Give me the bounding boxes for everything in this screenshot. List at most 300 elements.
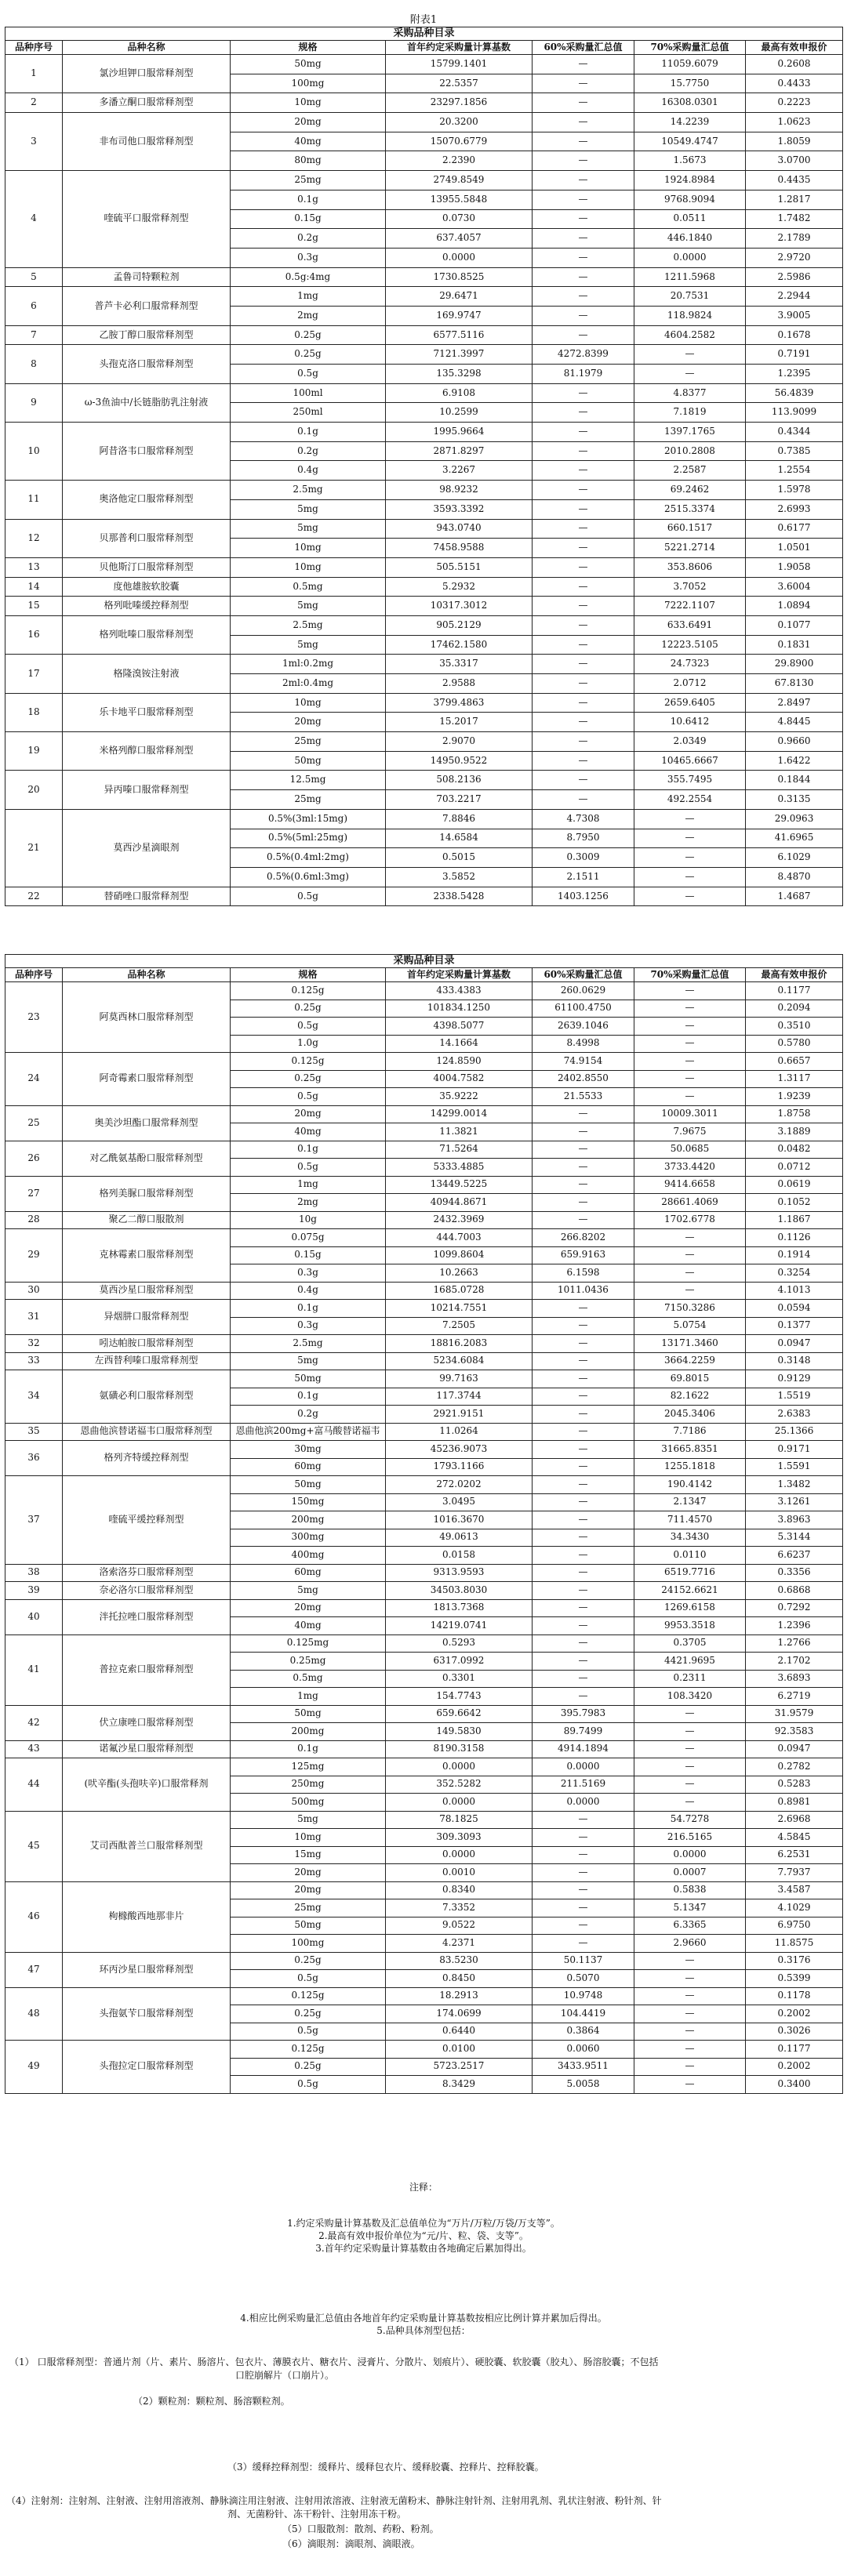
cell-base: 101834.1250 bbox=[386, 1000, 533, 1018]
cell-max-price: 0.1678 bbox=[746, 325, 843, 345]
cell-name: 异烟肼口服常释剂型 bbox=[63, 1300, 231, 1335]
cell-spec: 20mg bbox=[231, 1105, 386, 1123]
cell-name: 孟鲁司特颗粒剂 bbox=[63, 267, 231, 287]
cell-max-price: 3.8963 bbox=[746, 1511, 843, 1529]
cell-max-price: 4.1013 bbox=[746, 1282, 843, 1300]
cell-70pct: — bbox=[634, 1070, 746, 1088]
cell-base: 35.3317 bbox=[386, 655, 533, 674]
cell-max-price: 1.0623 bbox=[746, 113, 843, 132]
cell-name: 莫西沙星口服常释剂型 bbox=[63, 1282, 231, 1300]
cell-spec: 60mg bbox=[231, 1564, 386, 1582]
note-line: 4.相应比例采购量汇总值由各地首年约定采购量计算基数按相应比例计算并累加后得出。 bbox=[240, 2313, 607, 2324]
cell-spec: 30mg bbox=[231, 1441, 386, 1459]
cell-max-price: 92.3583 bbox=[746, 1723, 843, 1741]
cell-base: 905.2129 bbox=[386, 615, 533, 635]
cell-60pct: — bbox=[533, 1159, 634, 1177]
table-row bbox=[5, 171, 843, 190]
cell-70pct: 7.7186 bbox=[634, 1423, 746, 1441]
cell-spec: 0.5g bbox=[231, 887, 386, 906]
cell-max-price: 0.3176 bbox=[746, 1952, 843, 1970]
cell-70pct: 4604.2582 bbox=[634, 325, 746, 345]
cell-70pct: — bbox=[634, 1035, 746, 1053]
cell-spec: 0.125mg bbox=[231, 1634, 386, 1653]
cell-base: 13449.5225 bbox=[386, 1176, 533, 1194]
col-header-spec: 规格 bbox=[231, 41, 386, 55]
cell-base: 352.5282 bbox=[386, 1776, 533, 1794]
cell-spec: 250mg bbox=[231, 1776, 386, 1794]
cell-70pct: 1255.1818 bbox=[634, 1458, 746, 1476]
cell-60pct: — bbox=[533, 713, 634, 732]
cell-70pct: 24.7323 bbox=[634, 655, 746, 674]
cell-70pct: 2.1347 bbox=[634, 1493, 746, 1511]
cell-max-price: 6.2531 bbox=[746, 1846, 843, 1864]
cell-name: 异丙嗪口服常释剂型 bbox=[63, 771, 231, 809]
cell-spec: 0.1g bbox=[231, 1740, 386, 1758]
cell-base: 0.0000 bbox=[386, 248, 533, 267]
cell-spec: 0.5g bbox=[231, 1088, 386, 1106]
notes-title: 注释： bbox=[409, 2182, 438, 2193]
cell-serial: 23 bbox=[5, 982, 63, 1053]
cell-base: 659.6642 bbox=[386, 1705, 533, 1723]
cell-70pct: — bbox=[634, 345, 746, 365]
cell-base: 6577.5116 bbox=[386, 325, 533, 345]
cell-spec: 0.25g bbox=[231, 1070, 386, 1088]
cell-max-price: 1.5519 bbox=[746, 1388, 843, 1406]
cell-70pct: 2.0712 bbox=[634, 674, 746, 694]
cell-base: 5333.4885 bbox=[386, 1159, 533, 1177]
table-row bbox=[5, 732, 843, 752]
cell-spec: 0.5g bbox=[231, 1970, 386, 1988]
cell-max-price: 0.2223 bbox=[746, 93, 843, 113]
cell-max-price: 1.3117 bbox=[746, 1070, 843, 1088]
cell-max-price: 4.5845 bbox=[746, 1829, 843, 1847]
cell-70pct: — bbox=[634, 1264, 746, 1283]
table-row bbox=[5, 1952, 843, 1970]
cell-max-price: 1.4687 bbox=[746, 887, 843, 906]
cell-spec: 2.5mg bbox=[231, 481, 386, 500]
cell-spec: 0.075g bbox=[231, 1229, 386, 1247]
cell-name: 伏立康唑口服常释剂型 bbox=[63, 1705, 231, 1740]
cell-name: 头孢拉定口服常释剂型 bbox=[63, 2041, 231, 2094]
cell-max-price: 1.2396 bbox=[746, 1617, 843, 1635]
table-row bbox=[5, 693, 843, 713]
cell-70pct: 1211.5968 bbox=[634, 267, 746, 287]
cell-70pct: 24152.6621 bbox=[634, 1582, 746, 1600]
cell-60pct: — bbox=[533, 1864, 634, 1882]
cell-70pct: 355.7495 bbox=[634, 771, 746, 790]
cell-spec: 10mg bbox=[231, 93, 386, 113]
cell-60pct: — bbox=[533, 1176, 634, 1194]
note-line: 1.约定采购量计算基数及汇总值单位为“万片/万粒/万袋/万支等”。 bbox=[287, 2218, 560, 2229]
cell-spec: 50mg bbox=[231, 1917, 386, 1935]
cell-60pct: 4272.8399 bbox=[533, 345, 634, 365]
cell-base: 1793.1166 bbox=[386, 1458, 533, 1476]
cell-base: 1813.7368 bbox=[386, 1599, 533, 1617]
cell-serial: 20 bbox=[5, 771, 63, 809]
cell-70pct: 14.2239 bbox=[634, 113, 746, 132]
cell-70pct: — bbox=[634, 1705, 746, 1723]
cell-serial: 43 bbox=[5, 1740, 63, 1758]
cell-spec: 25mg bbox=[231, 1899, 386, 1917]
cell-max-price: 0.6868 bbox=[746, 1582, 843, 1600]
cell-70pct: 2010.2808 bbox=[634, 441, 746, 461]
table-row bbox=[5, 771, 843, 790]
table-row bbox=[5, 1987, 843, 2005]
cell-base: 99.7163 bbox=[386, 1370, 533, 1388]
cell-max-price: 0.2002 bbox=[746, 2058, 843, 2076]
cell-70pct: 34.3430 bbox=[634, 1529, 746, 1547]
cell-base: 149.5830 bbox=[386, 1723, 533, 1741]
cell-max-price: 0.3510 bbox=[746, 1018, 843, 1036]
cell-spec: 0.4g bbox=[231, 1282, 386, 1300]
cell-base: 2432.3969 bbox=[386, 1211, 533, 1229]
cell-spec: 12.5mg bbox=[231, 771, 386, 790]
cell-max-price: 4.8445 bbox=[746, 713, 843, 732]
cell-spec: 0.25g bbox=[231, 1952, 386, 1970]
cell-60pct: 0.0060 bbox=[533, 2041, 634, 2059]
cell-70pct: 6.3365 bbox=[634, 1917, 746, 1935]
cell-max-price: 67.8130 bbox=[746, 674, 843, 694]
cell-60pct: — bbox=[533, 229, 634, 249]
cell-60pct: — bbox=[533, 325, 634, 345]
cell-spec: 10mg bbox=[231, 1829, 386, 1847]
cell-base: 0.0010 bbox=[386, 1864, 533, 1882]
cell-name: 阿昔洛韦口服常释剂型 bbox=[63, 423, 231, 481]
cell-60pct: 211.5169 bbox=[533, 1776, 634, 1794]
table-row bbox=[5, 1441, 843, 1459]
cell-max-price: 0.1844 bbox=[746, 771, 843, 790]
table-row bbox=[5, 1564, 843, 1582]
cell-60pct: — bbox=[533, 1105, 634, 1123]
col-header-max-price: 最高有效申报价 bbox=[746, 41, 843, 55]
cell-60pct: — bbox=[533, 209, 634, 229]
cell-base: 7121.3997 bbox=[386, 345, 533, 365]
col-header-70pct: 70%采购量汇总值 bbox=[634, 41, 746, 55]
cell-60pct: 0.0000 bbox=[533, 1794, 634, 1812]
header-row bbox=[5, 968, 843, 982]
cell-max-price: 1.0894 bbox=[746, 597, 843, 616]
cell-70pct: — bbox=[634, 1987, 746, 2005]
cell-base: 2.9588 bbox=[386, 674, 533, 694]
cell-serial: 40 bbox=[5, 1599, 63, 1634]
cell-base: 0.0100 bbox=[386, 2041, 533, 2059]
cell-70pct: — bbox=[634, 1053, 746, 1071]
cell-70pct: 0.0000 bbox=[634, 1846, 746, 1864]
cell-serial: 45 bbox=[5, 1811, 63, 1881]
cell-max-price: 0.3135 bbox=[746, 790, 843, 810]
cell-70pct: 190.4142 bbox=[634, 1476, 746, 1494]
cell-60pct: — bbox=[533, 539, 634, 558]
cell-60pct: — bbox=[533, 151, 634, 171]
cell-max-price: 1.9239 bbox=[746, 1088, 843, 1106]
cell-base: 117.3744 bbox=[386, 1388, 533, 1406]
cell-max-price: 3.6893 bbox=[746, 1670, 843, 1688]
cell-base: 98.9232 bbox=[386, 481, 533, 500]
cell-70pct: 216.5165 bbox=[634, 1829, 746, 1847]
cell-max-price: 0.9171 bbox=[746, 1441, 843, 1459]
cell-60pct: — bbox=[533, 306, 634, 325]
cell-70pct: — bbox=[634, 2005, 746, 2023]
cell-base: 1016.3670 bbox=[386, 1511, 533, 1529]
cell-base: 10.2663 bbox=[386, 1264, 533, 1283]
cell-70pct: — bbox=[634, 1970, 746, 1988]
cell-base: 0.5293 bbox=[386, 1634, 533, 1653]
cell-spec: 0.5%(0.4ml:2mg) bbox=[231, 848, 386, 868]
cell-name: 格列美脲口服常释剂型 bbox=[63, 1176, 231, 1211]
cell-name: 格列吡嗪口服常释剂型 bbox=[63, 615, 231, 654]
cell-serial: 11 bbox=[5, 481, 63, 519]
cell-spec: 5mg bbox=[231, 1811, 386, 1829]
cell-base: 508.2136 bbox=[386, 771, 533, 790]
cell-60pct: 74.9154 bbox=[533, 1053, 634, 1071]
table-row bbox=[5, 1599, 843, 1617]
cell-base: 5234.6084 bbox=[386, 1352, 533, 1370]
cell-max-price: 6.9750 bbox=[746, 1917, 843, 1935]
cell-serial: 4 bbox=[5, 171, 63, 267]
cell-60pct: — bbox=[533, 1458, 634, 1476]
cell-base: 40944.8671 bbox=[386, 1194, 533, 1212]
cell-spec: 0.1g bbox=[231, 1141, 386, 1159]
cell-base: 11.0264 bbox=[386, 1423, 533, 1441]
cell-60pct: — bbox=[533, 1599, 634, 1617]
cell-name: 洛索洛芬口服常释剂型 bbox=[63, 1564, 231, 1582]
cell-max-price: 0.3356 bbox=[746, 1564, 843, 1582]
cell-max-price: 1.5591 bbox=[746, 1458, 843, 1476]
cell-spec: 5mg bbox=[231, 499, 386, 519]
cell-base: 0.6440 bbox=[386, 2023, 533, 2041]
cell-spec: 0.2g bbox=[231, 229, 386, 249]
cell-max-price: 0.0619 bbox=[746, 1176, 843, 1194]
cell-spec: 0.25g bbox=[231, 1000, 386, 1018]
table-row bbox=[5, 1705, 843, 1723]
cell-60pct: — bbox=[533, 1423, 634, 1441]
cell-max-price: 0.0594 bbox=[746, 1300, 843, 1318]
cell-serial: 41 bbox=[5, 1634, 63, 1705]
cell-serial: 48 bbox=[5, 1987, 63, 2041]
cell-60pct: — bbox=[533, 1881, 634, 1899]
cell-max-price: 1.5978 bbox=[746, 481, 843, 500]
cell-60pct: — bbox=[533, 171, 634, 190]
cell-base: 1730.8525 bbox=[386, 267, 533, 287]
cell-max-price: 0.2002 bbox=[746, 2005, 843, 2023]
cell-name: 泮托拉唑口服常释剂型 bbox=[63, 1599, 231, 1634]
cell-name: 格列齐特缓控释剂型 bbox=[63, 1441, 231, 1476]
cell-max-price: 31.9579 bbox=[746, 1705, 843, 1723]
cell-max-price: 0.2094 bbox=[746, 1000, 843, 1018]
table-row bbox=[5, 325, 843, 345]
cell-60pct: — bbox=[533, 1529, 634, 1547]
cell-base: 3593.3392 bbox=[386, 499, 533, 519]
cell-60pct: — bbox=[533, 1511, 634, 1529]
cell-serial: 2 bbox=[5, 93, 63, 113]
cell-60pct: 8.4998 bbox=[533, 1035, 634, 1053]
cell-base: 3799.4863 bbox=[386, 693, 533, 713]
cell-max-price: 5.3144 bbox=[746, 1529, 843, 1547]
cell-max-price: 25.1366 bbox=[746, 1423, 843, 1441]
cell-60pct: — bbox=[533, 1370, 634, 1388]
cell-spec: 1mg bbox=[231, 287, 386, 307]
cell-name: 度他雄胺软胶囊 bbox=[63, 577, 231, 597]
cell-name: 对乙酰氨基酚口服常释剂型 bbox=[63, 1141, 231, 1176]
col-header-60pct: 60%采购量汇总值 bbox=[533, 41, 634, 55]
table-row bbox=[5, 1141, 843, 1159]
cell-60pct: 1403.1256 bbox=[533, 887, 634, 906]
cell-60pct: — bbox=[533, 132, 634, 151]
cell-max-price: 0.5283 bbox=[746, 1776, 843, 1794]
cell-base: 2871.8297 bbox=[386, 441, 533, 461]
cell-spec: 0.1g bbox=[231, 1300, 386, 1318]
cell-60pct: — bbox=[533, 635, 634, 655]
cell-base: 2338.5428 bbox=[386, 887, 533, 906]
note-line: 2.最高有效申报价单位为“元/片、粒、袋、支等”。 bbox=[318, 2230, 529, 2241]
cell-70pct: 2515.3374 bbox=[634, 499, 746, 519]
table-row bbox=[5, 1740, 843, 1758]
cell-base: 4398.5077 bbox=[386, 1018, 533, 1036]
cell-70pct: — bbox=[634, 1088, 746, 1106]
cell-spec: 200mg bbox=[231, 1723, 386, 1741]
table-row bbox=[5, 982, 843, 1000]
cell-base: 20.3200 bbox=[386, 113, 533, 132]
cell-60pct: — bbox=[533, 693, 634, 713]
cell-spec: 40mg bbox=[231, 1617, 386, 1635]
cell-70pct: — bbox=[634, 1229, 746, 1247]
cell-spec: 5mg bbox=[231, 635, 386, 655]
cell-spec: 2mg bbox=[231, 1194, 386, 1212]
cell-60pct: — bbox=[533, 441, 634, 461]
cell-60pct: 89.7499 bbox=[533, 1723, 634, 1741]
cell-name: 奥洛他定口服常释剂型 bbox=[63, 481, 231, 519]
cell-60pct: — bbox=[533, 1317, 634, 1335]
cell-base: 272.0202 bbox=[386, 1476, 533, 1494]
cell-60pct: — bbox=[533, 519, 634, 539]
cell-max-price: 0.4433 bbox=[746, 74, 843, 93]
cell-base: 2749.8549 bbox=[386, 171, 533, 190]
cell-name: 头孢克洛口服常释剂型 bbox=[63, 345, 231, 383]
cell-base: 15.2017 bbox=[386, 713, 533, 732]
cell-max-price: 1.2395 bbox=[746, 365, 843, 384]
cell-70pct: — bbox=[634, 867, 746, 887]
cell-base: 309.3093 bbox=[386, 1829, 533, 1847]
cell-name: 阿莫西林口服常释剂型 bbox=[63, 982, 231, 1053]
cell-70pct: — bbox=[634, 2023, 746, 2041]
cell-spec: 50mg bbox=[231, 1476, 386, 1494]
cell-name: 喹硫平缓控释剂型 bbox=[63, 1476, 231, 1565]
cell-serial: 27 bbox=[5, 1176, 63, 1211]
cell-name: 左西替利嗪口服常释剂型 bbox=[63, 1352, 231, 1370]
cell-70pct: — bbox=[634, 1794, 746, 1812]
cell-max-price: 3.6004 bbox=[746, 577, 843, 597]
cell-max-price: 2.9720 bbox=[746, 248, 843, 267]
cell-spec: 20mg bbox=[231, 113, 386, 132]
cell-60pct: 104.4419 bbox=[533, 2005, 634, 2023]
cell-60pct: — bbox=[533, 499, 634, 519]
cell-base: 0.5015 bbox=[386, 848, 533, 868]
cell-base: 49.0613 bbox=[386, 1529, 533, 1547]
cell-max-price: 1.8059 bbox=[746, 132, 843, 151]
cell-spec: 125mg bbox=[231, 1758, 386, 1776]
cell-serial: 7 bbox=[5, 325, 63, 345]
note-line: （1） 口服常释剂型：普通片剂（片、素片、肠溶片、包衣片、薄膜衣片、糖衣片、浸膏片、分散片、划痕片）、硬胶囊、软胶囊（胶丸）、肠溶胶囊；不包括 bbox=[9, 2356, 659, 2367]
cell-60pct: — bbox=[533, 93, 634, 113]
cell-70pct: 0.3705 bbox=[634, 1634, 746, 1653]
cell-70pct: — bbox=[634, 2076, 746, 2094]
note-line: （6）滴眼剂：滴眼剂、滴眼液。 bbox=[282, 2538, 420, 2549]
cell-base: 23297.1856 bbox=[386, 93, 533, 113]
cell-base: 0.8450 bbox=[386, 1970, 533, 1988]
cell-spec: 5mg bbox=[231, 519, 386, 539]
cell-max-price: 1.6422 bbox=[746, 751, 843, 771]
cell-name: 克林霉素口服常释剂型 bbox=[63, 1229, 231, 1283]
cell-name: 非布司他口服常释剂型 bbox=[63, 113, 231, 171]
cell-base: 10317.3012 bbox=[386, 597, 533, 616]
col-header-serial: 品种序号 bbox=[5, 968, 63, 982]
cell-base: 1685.0728 bbox=[386, 1282, 533, 1300]
cell-max-price: 0.1177 bbox=[746, 2041, 843, 2059]
cell-serial: 21 bbox=[5, 809, 63, 887]
cell-max-price: 0.1914 bbox=[746, 1246, 843, 1264]
cell-serial: 5 bbox=[5, 267, 63, 287]
cell-spec: 0.125g bbox=[231, 2041, 386, 2059]
cell-base: 15070.6779 bbox=[386, 132, 533, 151]
cell-60pct: — bbox=[533, 248, 634, 267]
cell-base: 6317.0992 bbox=[386, 1653, 533, 1671]
cell-base: 2921.9151 bbox=[386, 1406, 533, 1424]
cell-max-price: 0.3148 bbox=[746, 1352, 843, 1370]
cell-serial: 19 bbox=[5, 732, 63, 771]
cell-60pct: — bbox=[533, 113, 634, 132]
cell-60pct: 4.7308 bbox=[533, 809, 634, 829]
cell-name: 氯沙坦钾口服常释剂型 bbox=[63, 55, 231, 93]
cell-spec: 0.125g bbox=[231, 1987, 386, 2005]
cell-name: 乐卡地平口服常释剂型 bbox=[63, 693, 231, 731]
cell-base: 2.2390 bbox=[386, 151, 533, 171]
cell-base: 0.0000 bbox=[386, 1794, 533, 1812]
cell-70pct: — bbox=[634, 1246, 746, 1264]
note-line: 剂、无菌粉针、冻干粉针、注射用冻干粉。 bbox=[227, 2509, 407, 2520]
cell-base: 17462.1580 bbox=[386, 635, 533, 655]
cell-70pct: — bbox=[634, 809, 746, 829]
cell-spec: 0.3g bbox=[231, 1264, 386, 1283]
cell-base: 14950.9522 bbox=[386, 751, 533, 771]
cell-max-price: 0.1831 bbox=[746, 635, 843, 655]
cell-60pct: 10.9748 bbox=[533, 1987, 634, 2005]
table-row bbox=[5, 481, 843, 500]
cell-max-price: 0.2608 bbox=[746, 55, 843, 74]
cell-max-price: 0.6177 bbox=[746, 519, 843, 539]
cell-spec: 0.25mg bbox=[231, 1653, 386, 1671]
cell-60pct: 0.5070 bbox=[533, 1970, 634, 1988]
cell-max-price: 3.0700 bbox=[746, 151, 843, 171]
cell-serial: 17 bbox=[5, 655, 63, 693]
cell-name: 乙胺丁醇口服常释剂型 bbox=[63, 325, 231, 345]
cell-spec: 0.1g bbox=[231, 1388, 386, 1406]
cell-70pct: 2045.3406 bbox=[634, 1406, 746, 1424]
cell-base: 7.8846 bbox=[386, 809, 533, 829]
cell-60pct: — bbox=[533, 1829, 634, 1847]
cell-serial: 29 bbox=[5, 1229, 63, 1283]
table-row bbox=[5, 93, 843, 113]
cell-max-price: 1.2817 bbox=[746, 190, 843, 209]
cell-base: 0.0000 bbox=[386, 1758, 533, 1776]
cell-base: 13955.5848 bbox=[386, 190, 533, 209]
cell-70pct: 3664.2259 bbox=[634, 1352, 746, 1370]
cell-60pct: — bbox=[533, 1123, 634, 1141]
cell-spec: 0.25g bbox=[231, 2005, 386, 2023]
table-row bbox=[5, 1335, 843, 1353]
cell-60pct: — bbox=[533, 1406, 634, 1424]
cell-serial: 22 bbox=[5, 887, 63, 906]
cell-base: 18816.2083 bbox=[386, 1335, 533, 1353]
